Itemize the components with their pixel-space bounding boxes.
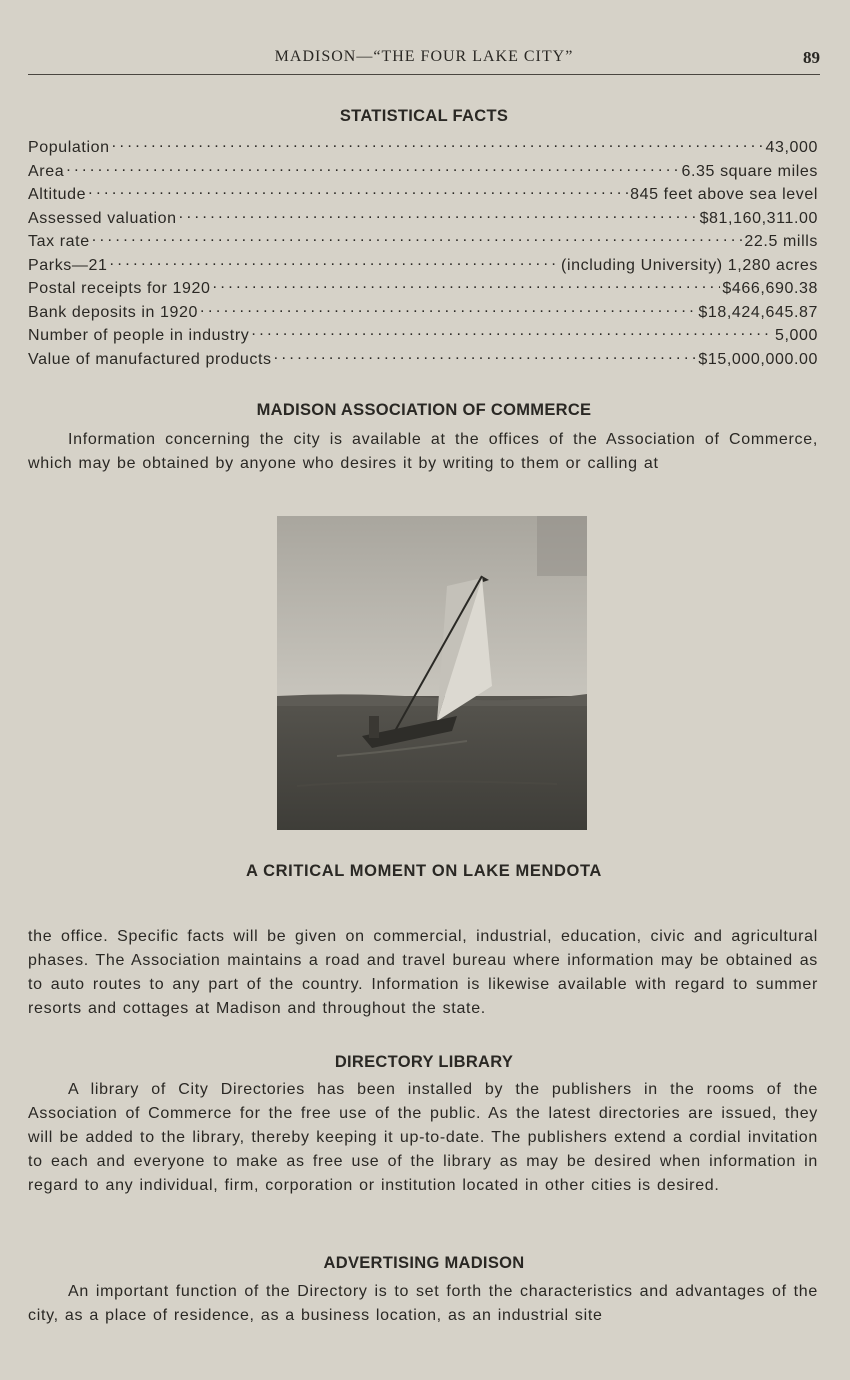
stat-label: Population: [28, 139, 110, 156]
sailboat-photo: [277, 516, 587, 830]
dot-leader: [179, 205, 698, 223]
stat-row: [28, 181, 818, 205]
association-heading: MADISON ASSOCIATION OF COMMERCE: [256, 401, 592, 419]
stat-label: Postal receipts for 1920: [28, 280, 211, 297]
stat-label: Area: [28, 162, 65, 180]
stat-label: Bank deposits in 1920: [28, 303, 199, 321]
dot-leader: [213, 275, 721, 293]
stat-row: [28, 205, 818, 229]
stat-row: [28, 346, 818, 370]
stat-label: Assessed valuation: [28, 209, 177, 227]
dot-leader: [110, 252, 560, 270]
running-title: MADISON—“THE FOUR LAKE CITY”: [274, 48, 574, 65]
page-number: 89: [803, 48, 820, 67]
stat-value: $18,424,645.87: [698, 303, 818, 321]
directory-library-paragraph: A library of City Directories has been installed by the publishers in the rooms of the Association of Commerce for the free use of the public. As the latest directories are issued, they will be added to the library, thereby keeping it up-to-date. The publishers extend a cordial invitation to each and everyone to make as free use of the library as may be desired when information in regard to any individual, firm, corporation or institution located in other cities is desired.: [28, 1081, 818, 1194]
stat-value: $81,160,311.00: [699, 209, 818, 227]
dot-leader: [274, 346, 697, 364]
stat-row: [28, 158, 818, 182]
stat-label: Parks—21: [28, 256, 108, 274]
stat-label: Value of manufactured products: [28, 350, 272, 368]
stat-label: Tax rate: [28, 233, 90, 250]
statistical-facts-heading: STATISTICAL FACTS: [339, 107, 509, 125]
dot-leader: [88, 181, 628, 199]
stat-row: [28, 228, 818, 252]
stat-value: 43,000: [765, 139, 818, 156]
stat-row: [28, 299, 818, 323]
advertising-paragraph: An important function of the Directory is to set forth the characteristics and advantages of the city, as a place of residence, as a business location, as an industrial site: [28, 1283, 818, 1324]
stat-value: 22.5 mills: [744, 233, 818, 250]
running-header: [28, 48, 820, 75]
statistical-facts-list: [28, 134, 818, 369]
directory-library-heading: DIRECTORY LIBRARY: [334, 1053, 514, 1071]
association-paragraph-2: the office. Specific facts will be given on commercial, industrial, education, civic and agricultural phases. The Association maintains a road and travel bureau where information may be obtained as to auto routes to any part of the country. Information is likewise available with regard to summer resorts and cottages at Madison and throughout the state.: [28, 928, 818, 1017]
association-paragraph-1: Information concerning the city is available at the offices of the Association of Commerce, which may be obtained by anyone who desires it by writing to them or calling at: [28, 431, 818, 472]
dot-leader: [251, 322, 773, 340]
stat-value: 845 feet above sea level: [630, 186, 818, 203]
dot-leader: [66, 158, 679, 176]
stat-value: $466,690.38: [722, 280, 818, 297]
stat-row: [28, 134, 818, 158]
stat-row: [28, 252, 818, 276]
stat-row: [28, 275, 818, 299]
stat-label: Altitude: [28, 186, 87, 203]
advertising-heading: ADVERTISING MADISON: [323, 1254, 525, 1272]
dot-leader: [112, 134, 764, 152]
stat-value: $15,000,000.00: [698, 350, 818, 368]
stat-value: (including University) 1,280 acres: [561, 256, 818, 274]
stat-value: 5,000: [774, 327, 818, 344]
stat-label: Number of people in industry: [28, 327, 250, 344]
stat-value: 6.35 square miles: [681, 162, 818, 180]
dot-leader: [200, 299, 696, 317]
dot-leader: [92, 228, 743, 246]
stat-row: [28, 322, 818, 346]
photo-caption: A CRITICAL MOMENT ON LAKE MENDOTA: [246, 862, 602, 880]
